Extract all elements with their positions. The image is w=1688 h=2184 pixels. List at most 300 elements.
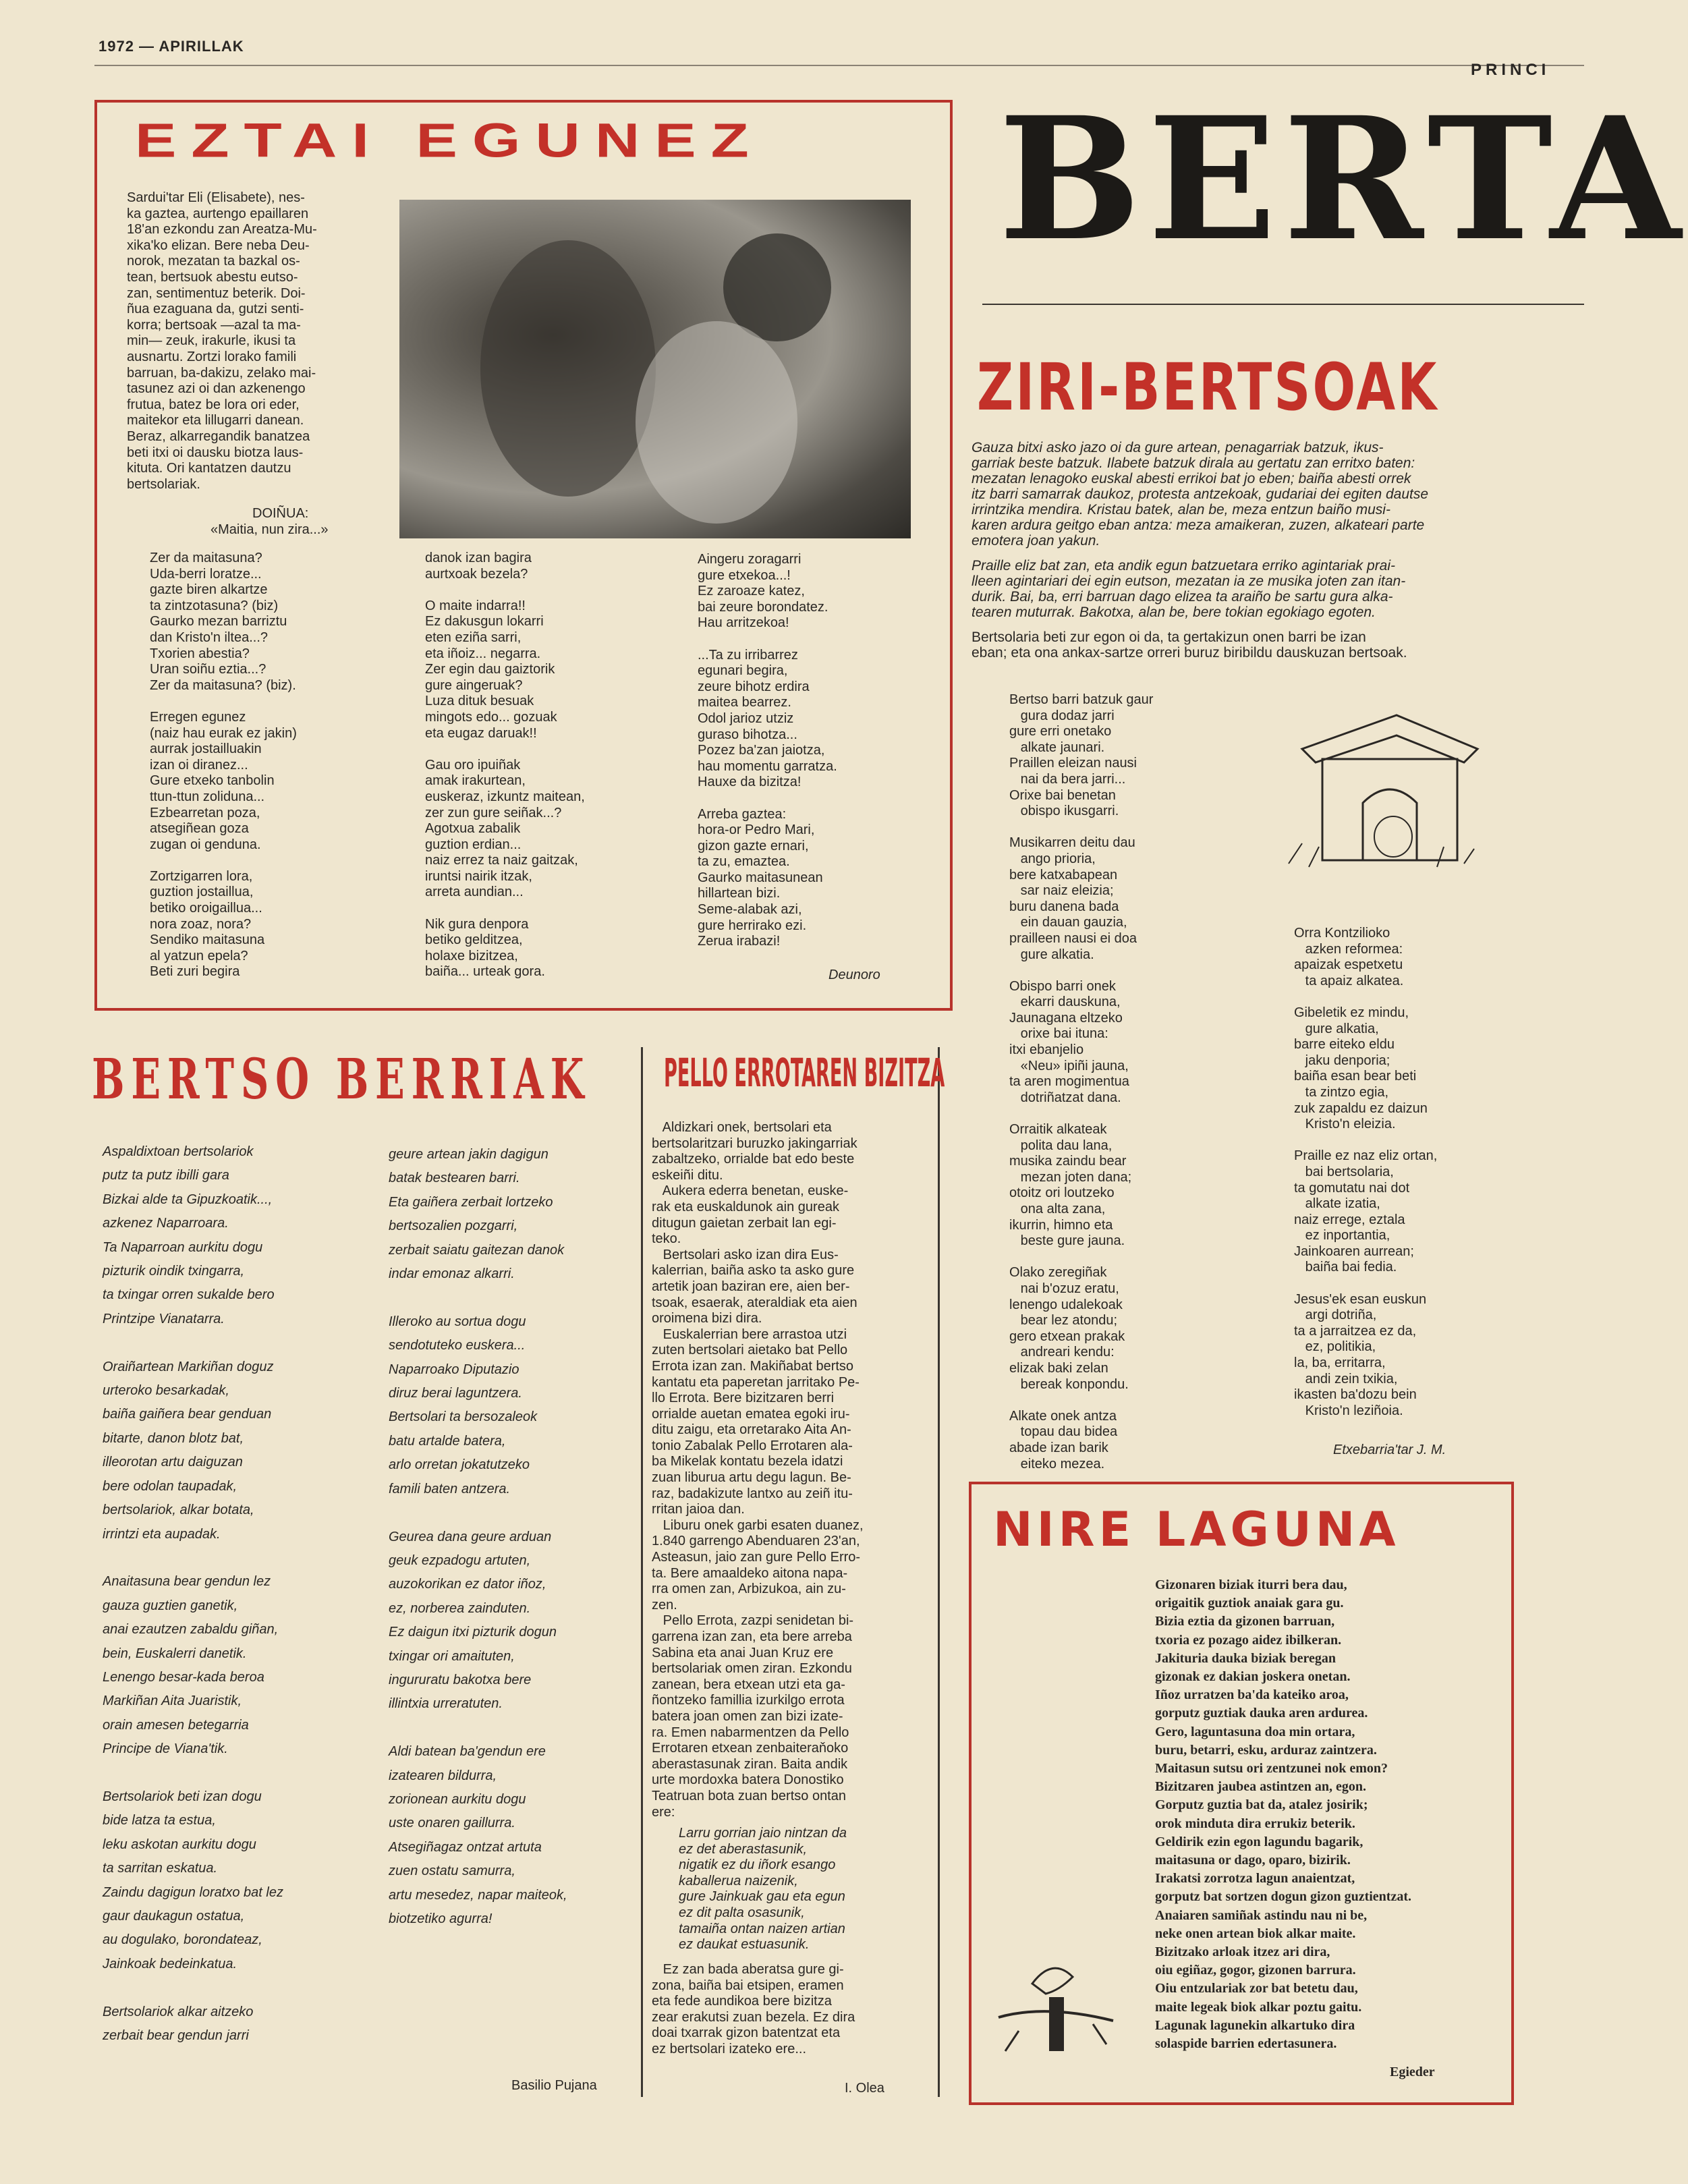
verse-line: otoitz ori loutzeko (1009, 1185, 1115, 1201)
poem-line: buru, betarri, esku, arduraz zaintzera. (1155, 1742, 1377, 1758)
pello-verse (679, 1826, 847, 1953)
verse-line: aurrak jostailluakin (150, 741, 262, 757)
intro-line: 18'an ezkondu zan Areatza-Mu- (127, 222, 317, 237)
verse-line: putz ta putz ibilli gara (103, 1168, 229, 1183)
poem-line: origaitik guztiok anaiak gara gu. (1155, 1596, 1344, 1611)
verse-line: Obispo barri onek (1009, 978, 1116, 994)
verse-line: Olako zeregiñak (1009, 1265, 1107, 1281)
verse-line: Jesus'ek esan euskun (1294, 1291, 1427, 1307)
verse-line: Eta gaiñera zerbait lortzeko (389, 1194, 553, 1210)
bertso-berriak-signature: Basilio Pujana (511, 2078, 597, 2093)
verse-line: ta zintzo egia, (1294, 1084, 1389, 1100)
verse-line (103, 1546, 283, 1570)
verse-line (389, 1716, 567, 1740)
eztai-verse-col1 (150, 551, 297, 980)
body-line: doai txarrak gizon batentzat eta (652, 2025, 841, 2041)
verse-line: la, ba, erritarra, (1294, 1355, 1386, 1371)
verse-line: Lenengo besar-kada beroa (103, 1669, 264, 1685)
intro-line: mezatan lenagoko euskal abesti errikoi bat jo eben; baiña abesti orrek (972, 471, 1411, 486)
intro-line: irrintzika mendira. Kristau batek, alan be, meza entzun baiño musi- (972, 502, 1390, 517)
verse-line: bitarte, danon blotz bat, (103, 1430, 244, 1446)
verse-line: ez, norberea zainduten. (389, 1600, 531, 1616)
poem-line: Irakatsi zorrotza lagun anaientzat, (1155, 1871, 1355, 1886)
verse-line: bertsozalien pozgarri, (389, 1219, 518, 1234)
poem-line: Anaiaren samiñak astindu nau ni be, (1155, 1907, 1368, 1923)
verse-line: Praille ez naz eliz ortan, (1294, 1148, 1438, 1164)
verse-line: baiña... urteak gora. (425, 964, 545, 980)
poem-line: Gero, laguntasuna doa min ortara, (1155, 1724, 1355, 1739)
verse-line: ingururatu bakotxa bere (389, 1672, 532, 1687)
verse-line (389, 1501, 567, 1525)
verse-line (698, 632, 837, 648)
body-line: bertsolariak omen ziran. Ezkondu (652, 1661, 852, 1677)
intro-line: Praille eliz bat zan, eta andik egun batzuetara erriko agintariak prai- (972, 558, 1396, 573)
verse-line: Naparroako Diputazio (389, 1362, 519, 1377)
bird-icon (992, 1957, 1127, 2065)
verse-line: gure Jainkuak gau eta egun (679, 1889, 845, 1905)
verse-line: al yatzun epela? (150, 948, 248, 963)
verse-line: Sendiko maitasuna (150, 932, 265, 948)
verse-line: urteroko besarkadak, (103, 1383, 229, 1399)
verse-line: zuk zapaldu ez daizun (1294, 1100, 1428, 1116)
verse-line: Bertsolariok beti izan dogu (103, 1789, 262, 1804)
verse-line (425, 582, 585, 598)
verse-line: Zer da maitasuna? (150, 551, 262, 565)
verse-line: danok izan bagira (425, 551, 532, 565)
verse-line: auzokorikan ez dator iñoz, (389, 1577, 546, 1592)
verse-line: elizak baki zelan (1009, 1360, 1108, 1376)
verse-line: azken reformea: (1294, 941, 1403, 957)
verse-line: Zaindu dagigun loratxo bat lez (103, 1884, 283, 1900)
verse-line: baiña gaiñera bear genduan (103, 1407, 272, 1422)
body-line: kantatu eta paperetan jarritako Pe- (652, 1374, 860, 1390)
verse-line: Gure etxeko tanbolin (150, 773, 275, 789)
intro-line: ausnartu. Zortzi lorako famili (127, 349, 297, 364)
berta-rule (982, 304, 1584, 305)
verse-line: zerbait bear gendun jarri (103, 2028, 249, 2044)
body-line: zen. (652, 1597, 677, 1613)
doghouse-illustration (1262, 695, 1491, 877)
body-line: Euskalerrian bere arrastoa utzi (652, 1326, 847, 1342)
verse-line: ekarri dauskuna, (1009, 995, 1121, 1010)
body-line: bertsolaritzari buruzko jakingarriak (652, 1136, 857, 1151)
intro-line: korra; bertsoak —azal ta ma- (127, 317, 301, 333)
verse-line: famili baten antzera. (389, 1481, 511, 1496)
intro-line: Gauza bitxi asko jazo oi da gure artean, penagarriak batzuk, ikus- (972, 440, 1384, 455)
verse-line: gure etxekoa...! (698, 567, 791, 583)
header-rule (94, 65, 1584, 66)
verse-line: arreta aundian... (425, 885, 524, 900)
body-line: zona, baiña bai etsipen, eramen (652, 1978, 844, 1993)
verse-line: indar emonaz alkarri. (389, 1266, 515, 1282)
body-line: Liburu onek garbi esaten duanez, (652, 1517, 864, 1533)
verse-line: andi zein txikia, (1294, 1371, 1398, 1387)
verse-line: buru danena bada (1009, 899, 1119, 914)
verse-line: Oraiñartean Markiñan doguz (103, 1359, 274, 1374)
verse-line: orain amesen betegarria (103, 1717, 249, 1733)
verse-line: dan Kristo'n iltea...? (150, 629, 269, 645)
verse-line: Markiñan Aita Juaristik, (103, 1693, 242, 1709)
verse-line: Orraitik alkateak (1009, 1122, 1107, 1138)
nire-laguna-poem (1155, 1576, 1411, 2053)
body-line: llo Errota. Bere bizitzaren berri (652, 1391, 835, 1406)
poem-line: Geldirik ezin egon lagundu bagarik, (1155, 1834, 1363, 1849)
body-line: ñontzeko famillia izurkilgo errota (652, 1693, 845, 1708)
body-line: zuan liburua artu degu lagun. Be- (652, 1470, 851, 1486)
verse-line: ango prioria, (1009, 851, 1096, 866)
verse-line: andreari kendu: (1009, 1345, 1115, 1360)
verse-line: mezan joten dana; (1009, 1169, 1132, 1185)
verse-line: Aldi batean ba'gendun ere (389, 1744, 546, 1760)
verse-line: ...Ta zu irribarrez (698, 647, 798, 663)
intro-line: Sardui'tar Eli (Elisabete), nes- (127, 190, 305, 205)
doghouse-icon (1262, 695, 1491, 877)
verse-line: artu mesedez, napar maiteok, (389, 1887, 567, 1903)
verse-line: Hau arritzekoa! (698, 615, 789, 631)
verse-line: geuk ezpadogu artuten, (389, 1552, 531, 1568)
verse-line: bear lez atondu; (1009, 1313, 1118, 1328)
bird-branch-illustration (992, 1957, 1127, 2065)
verse-line: arlo orretan jokatutzeko (389, 1457, 530, 1473)
intro-line: bertsolariak. (127, 476, 200, 492)
body-line: Sabina eta anai Juan Kruz ere (652, 1645, 834, 1660)
body-line: Ez zan bada aberatsa gure gi- (652, 1962, 844, 1977)
body-line: garrena izan zan, eta bere arreba (652, 1629, 852, 1644)
verse-line: Luza dituk besuak (425, 694, 534, 709)
verse-line (1294, 1133, 1437, 1149)
verse-line: gauza guztien ganetik, (103, 1598, 238, 1613)
column-rule-left (641, 1047, 643, 2097)
poem-line: txoria ez pozago aidez ibilkeran. (1155, 1632, 1342, 1648)
verse-line: Larru gorrian jaio nintzan da (679, 1826, 847, 1841)
poem-line: Lagunak lagunekin alkartuko dira (1155, 2017, 1355, 2033)
verse-line: obispo ikusgarri. (1009, 804, 1119, 819)
eztai-signature: Deunoro (828, 968, 880, 982)
intro-line: beti itxi oi dausku biotza laus- (127, 445, 304, 460)
body-line: oroimena bizi dira. (652, 1311, 762, 1326)
verse-line: zerbait saiatu gaitezan danok (389, 1242, 565, 1258)
body-line: rra omen zan, Arbizukoa, ain zu- (652, 1581, 846, 1597)
verse-line: leku askotan aurkitu dogu (103, 1837, 256, 1852)
verse-line: gaur daukagun ostatua, (103, 1909, 245, 1924)
eztai-intro (127, 190, 370, 493)
verse-line: zorionean aurkitu dogu (389, 1791, 526, 1807)
verse-line: nai b'ozuz eratu, (1009, 1281, 1119, 1296)
intro-line: maitekor eta lillugarri danean. (127, 413, 304, 428)
verse-line (389, 1286, 567, 1310)
bertso-berriak-col1 (103, 1140, 283, 2048)
verse-line: pizturik oindik txingarra, (103, 1264, 245, 1279)
verse-line: Ez dakusgun lokarri (425, 614, 544, 629)
verse-line: aurtxoak bezela? (425, 566, 528, 582)
verse-line: Ez daigun itxi pizturik dogun (389, 1625, 557, 1640)
verse-line: alkate izatia, (1294, 1196, 1380, 1212)
verse-line: guztion jostaillua, (150, 885, 254, 900)
pello-errota-title: PELLO ERROTAREN BIZITZA (664, 1050, 945, 1096)
body-line: artetik joan baziran ere, aien ber- (652, 1279, 850, 1294)
verse-line: Orra Kontzilioko (1294, 926, 1390, 941)
verse-line: nai da bera jarri... (1009, 771, 1126, 787)
verse-line: betiko oroigaillua... (150, 901, 262, 916)
verse-line: anai ezautzen zabaldu giñan, (103, 1622, 279, 1637)
intro-line: ñua ezaguana da, gutzi senti- (127, 302, 304, 317)
intro-line: karen ardura geitgo eban antza: meza amaikeran, zuzen, alkateari parte (972, 517, 1425, 533)
poem-line: Jakituria dauka biziak beregan (1155, 1650, 1337, 1666)
verse-line: illeorotan artu daiguzan (103, 1455, 243, 1470)
verse-line: sar naiz eleizia; (1009, 883, 1114, 899)
verse-line: abade izan barik (1009, 1440, 1108, 1455)
verse-line: Jainkoaren aurrean; (1294, 1243, 1414, 1259)
verse-line: orixe bai ituna: (1009, 1026, 1108, 1042)
body-line: teko. (652, 1231, 681, 1247)
verse-line: ez det aberastasunik, (679, 1841, 808, 1857)
poem-line: oiu egiñaz, gogor, gizonen barrura. (1155, 1963, 1356, 1978)
verse-line: Praillen eleizan nausi (1009, 756, 1137, 771)
verse-line: egunari begira, (698, 663, 788, 679)
verse-line: guraso bihotza... (698, 727, 797, 742)
verse-line: jaku denporia; (1294, 1053, 1390, 1068)
body-line: tonio Zabalak Pello Errotaren ala- (652, 1438, 853, 1453)
body-line: tsoak, esaerak, ateraldiak eta aien (652, 1295, 857, 1310)
eztai-title: EZTAI EGUNEZ (135, 113, 764, 168)
body-line: eskeiñi ditu. (652, 1167, 723, 1183)
verse-line: euskeraz, izkuntz maitean, (425, 789, 585, 804)
verse-line: Arreba gaztea: (698, 806, 787, 822)
verse-line: ttun-ttun zoliduna... (150, 789, 265, 804)
verse-line: Alkate onek antza (1009, 1408, 1117, 1424)
pello-body (652, 1120, 864, 1820)
verse-line: Erregen egunez (150, 709, 246, 725)
verse-line: diruz berai laguntzera. (389, 1386, 522, 1401)
intro-line: zan, sentimentuz beterik. Doi- (127, 285, 306, 301)
verse-line (1009, 1393, 1153, 1409)
verse-line: Seme-alabak azi, (698, 902, 802, 918)
verse-line: polita dau lana, (1009, 1138, 1113, 1153)
intro-line: tearen muturrak. Bakotxa, alan be, bere tokian egokiago egoten. (972, 605, 1376, 620)
verse-line (150, 853, 297, 869)
intro-line: eban; eta ona ankax-sartze orreri buruz biribildu dauskuzan bertsoak. (972, 645, 1407, 661)
verse-line (1294, 1276, 1437, 1292)
verse-line: gure aingeruak? (425, 677, 523, 693)
body-line: 1.840 garrengo Abenduaren 23'an, (652, 1534, 860, 1549)
verse-line: bere odolan taupadak, (103, 1478, 237, 1494)
verse-line: naiz errege, eztala (1294, 1212, 1405, 1227)
verse-line: geure artean jakin dagigun (389, 1147, 548, 1162)
ziri-verse-col1 (1009, 692, 1153, 1472)
verse-line: holaxe bizitzea, (425, 948, 518, 963)
body-line: rritan jaioa dan. (652, 1502, 745, 1517)
poem-line: gorputz bat sortzen dogun gizon guztientzat. (1155, 1889, 1411, 1905)
intro-line: durik. Bai, ba, erri barruan dago elizea ta araiño be sartu gura alka- (972, 589, 1393, 605)
verse-line: iruntsi nairik itzak, (425, 868, 532, 884)
verse-line: bai zeure borondatez. (698, 599, 828, 615)
verse-line: gazte biren alkartze (150, 582, 268, 598)
verse-line: Aingeru zoragarri (698, 552, 801, 567)
verse-line (1009, 1106, 1153, 1122)
verse-line: batu artalde batera, (389, 1433, 506, 1449)
body-line: ere: (652, 1804, 675, 1820)
body-line: zabaltzeko, orrialde bat edo beste (652, 1152, 855, 1167)
photo-figures-icon (399, 200, 911, 538)
body-line: Aukera ederra benetan, euske- (652, 1183, 849, 1199)
intro-line: Bertsolaria beti zur egon oi da, ta gertakizun onen barri be izan (972, 629, 1366, 645)
berta-big-title: BERTA (998, 80, 1688, 278)
verse-line: kaballerua naizenik, (679, 1873, 798, 1888)
body-line: ditugun gaietan zerbait lan egi- (652, 1215, 837, 1231)
verse-line: eta eugaz daruak!! (425, 725, 537, 741)
verse-line: hau momentu garratza. (698, 758, 837, 774)
body-line: Pello Errota, zazpi senidetan bi- (652, 1613, 854, 1629)
verse-line: zeure bihotz erdira (698, 679, 810, 694)
verse-line: batak bestearen barri. (389, 1171, 520, 1186)
verse-line: amak irakurtean, (425, 773, 526, 789)
verse-line: lenengo udalekoak (1009, 1297, 1123, 1312)
body-line: Errota izan zan. Makiñabat bertso (652, 1358, 854, 1374)
verse-line: au dogulako, borondateaz, (103, 1932, 262, 1948)
verse-line: ez daukat estuasunik. (679, 1937, 810, 1953)
verse-line: zuen ostatu samurra, (389, 1864, 515, 1879)
verse-line (103, 1331, 283, 1355)
body-line: zuten bertsolari aietako bat Pello (652, 1343, 848, 1358)
verse-line: ein dauan gauzia, (1009, 915, 1127, 930)
body-line: Errotaren etxean zenbaiteraňoko (652, 1741, 849, 1756)
verse-line: beste gure jauna. (1009, 1233, 1125, 1249)
doinua-value: «Maitia, nun zira...» (210, 522, 329, 537)
verse-line (103, 1976, 283, 2000)
body-line: raz, badakizute lantxo au zeiñ itu- (652, 1486, 853, 1501)
body-line: zear erakutsi zuan bezela. Ez dira (652, 2009, 855, 2025)
verse-line: zer zun gure seiñak...? (425, 805, 562, 820)
verse-line: Pozez ba'zan jaiotza, (698, 743, 825, 758)
verse-line: guztion erdian... (425, 837, 522, 852)
verse-line: Bertso barri batzuk gaur (1009, 692, 1154, 707)
verse-line: baiña bai fedia. (1294, 1260, 1397, 1275)
verse-line: bereak konpondu. (1009, 1376, 1129, 1392)
verse-line: Zer egin dau gaiztorik (425, 662, 555, 677)
verse-line: Kristo'n leziñoia. (1294, 1403, 1403, 1418)
verse-line: gura dodaz jarri (1009, 708, 1115, 723)
ziri-verse-col2 (1294, 926, 1437, 1419)
verse-line: tamaiña ontan naizen artian (679, 1921, 845, 1936)
body-line: zanean, bera etxean utzi eta ga- (652, 1677, 845, 1692)
verse-line: Nik gura denpora (425, 916, 529, 932)
verse-line: Illeroko au sortua dogu (389, 1314, 526, 1329)
intro-line: garriak beste batzuk. Ilabete batzuk dirala au gertatu zan erritxo baten: (972, 455, 1415, 471)
bertso-berriak-col2 (389, 1143, 567, 1931)
poem-line: Oiu entzulariak zor bat betetu dau, (1155, 1981, 1358, 1996)
verse-line: ta gomutatu nai dot (1294, 1180, 1410, 1196)
verse-line: ta a jarraitzea ez da, (1294, 1323, 1417, 1339)
intro-line: xika'ko elizan. Bere neba Deu- (127, 237, 310, 253)
verse-line: Ez zaroaze katez, (698, 584, 805, 599)
verse-line: Hauxe da bizitza! (698, 775, 801, 790)
intro-line: Beraz, alkarregandik banatzea (127, 428, 310, 444)
verse-line: sendotuteko euskera... (389, 1338, 526, 1353)
verse-line: ta apaiz alkatea. (1294, 973, 1404, 988)
verse-line: bertsolariok, alkar botata, (103, 1503, 254, 1518)
verse-line: Ta Naparroan aurkitu dogu (103, 1239, 263, 1255)
verse-line: Bertsolariok alkar aitzeko (103, 2004, 254, 2019)
verse-line: barre eiteko eldu (1294, 1037, 1395, 1053)
intro-line: lleen agintariari dei egin eutson, mezatan ia ze musika joten zan itan- (972, 573, 1406, 589)
verse-line: itxi ebanjelio (1009, 1042, 1084, 1058)
verse-line: Jainkoak bedeinkatua. (103, 1956, 237, 1971)
verse-line: Zortzigarren lora, (150, 868, 253, 884)
verse-line: Zerua irabazi! (698, 934, 781, 949)
page-header-date: 1972 — APIRILLAK (99, 38, 244, 55)
intro-line: tasunez azi oi dan azkenengo (127, 381, 306, 397)
verse-line: illintxia urreratuten. (389, 1696, 503, 1712)
verse-line: Bertsolari ta bersozaleok (389, 1409, 538, 1425)
intro-line: emotera joan yakun. (972, 533, 1100, 549)
body-line: Bertsolari asko izan dira Eus- (652, 1247, 839, 1262)
verse-line: Jaunagana eltzeko (1009, 1010, 1123, 1026)
ziri-bertsoak-title: ZIRI-BERTSOAK (977, 349, 1439, 425)
page-header-title: PRINCI (1471, 61, 1550, 79)
body-line: Aldizkari onek, bertsolari eta (652, 1120, 832, 1135)
doinua-label: DOIÑUA: (252, 506, 309, 521)
intro-line: min— zeuk, irakurle, ikusi ta (127, 333, 296, 349)
verse-line: ta zu, emaztea. (698, 854, 790, 870)
poem-line: Gorputz guztia bat da, atalez josirik; (1155, 1797, 1368, 1813)
verse-line: hora-or Pedro Mari, (698, 822, 815, 838)
verse-line: gero etxean prakak (1009, 1328, 1125, 1344)
body-line: urte mordoxka batera Donostiko (652, 1772, 844, 1788)
verse-line: betiko gelditzea, (425, 932, 523, 948)
verse-line: bein, Euskalerri danetik. (103, 1646, 247, 1661)
verse-line: Gaurko mezan barriztu (150, 614, 287, 629)
intro-line: tean, bertsuok abestu eutso- (127, 269, 298, 285)
verse-line: Beti zuri begira (150, 964, 240, 980)
intro-line: itz barri samarrak daukoz, protesta antzekoak, gudariai dei egiten dautse (972, 486, 1429, 502)
body-line: ta. Bere amaaldeko aitona napa- (652, 1565, 848, 1581)
verse-line: Orixe bai benetan (1009, 787, 1116, 803)
verse-line: Principe de Viana'tik. (103, 1741, 228, 1757)
verse-line: ez, politikia, (1294, 1339, 1376, 1355)
verse-line: ikurrin, himno eta (1009, 1217, 1113, 1233)
verse-line: musika zaindu bear (1009, 1154, 1127, 1169)
verse-line: Uda-berri loratze... (150, 566, 262, 582)
verse-line (425, 901, 585, 917)
verse-line: apaizak espetxetu (1294, 957, 1403, 973)
verse-line (1009, 820, 1153, 836)
body-line: ra. Emen nabarmentzen da Pello (652, 1725, 849, 1740)
verse-line: Uran soiñu eztia...? (150, 662, 266, 677)
verse-line: Bizkai alde ta Gipuzkoatik..., (103, 1192, 273, 1207)
verse-line: bai bertsolaria, (1294, 1164, 1394, 1179)
eztai-verse-col3 (698, 552, 837, 950)
verse-line: eta iñoiz... negarra. (425, 646, 541, 661)
verse-line: baiña esan bear beti (1294, 1069, 1417, 1084)
verse-line (1294, 989, 1437, 1005)
verse-line: maitea bearrez. (698, 695, 791, 710)
verse-line: argi dotriña, (1294, 1308, 1377, 1323)
verse-line: Zer da maitasuna? (biz). (150, 677, 296, 693)
verse-line: ez dit palta osasunik, (679, 1905, 805, 1920)
verse-line: bere katxabapean (1009, 867, 1118, 883)
verse-line: hillartean bizi. (698, 886, 781, 901)
verse-line (150, 694, 297, 710)
verse-line: dotriñatzat dana. (1009, 1090, 1121, 1105)
verse-line: Printzipe Vianatarra. (103, 1311, 225, 1326)
verse-line: ta txingar orren sukalde bero (103, 1287, 275, 1303)
verse-line (1009, 963, 1153, 979)
verse-line: nigatik ez du iñork esango (679, 1857, 836, 1873)
poem-line: Gizonaren biziak iturri bera dau, (1155, 1577, 1347, 1592)
body-line: Asteasun, jaio zan gure Pello Erro- (652, 1550, 861, 1565)
nire-laguna-signature: Egieder (1390, 2065, 1435, 2079)
intro-line: kituta. Ori kantatzen dautzu (127, 461, 291, 476)
